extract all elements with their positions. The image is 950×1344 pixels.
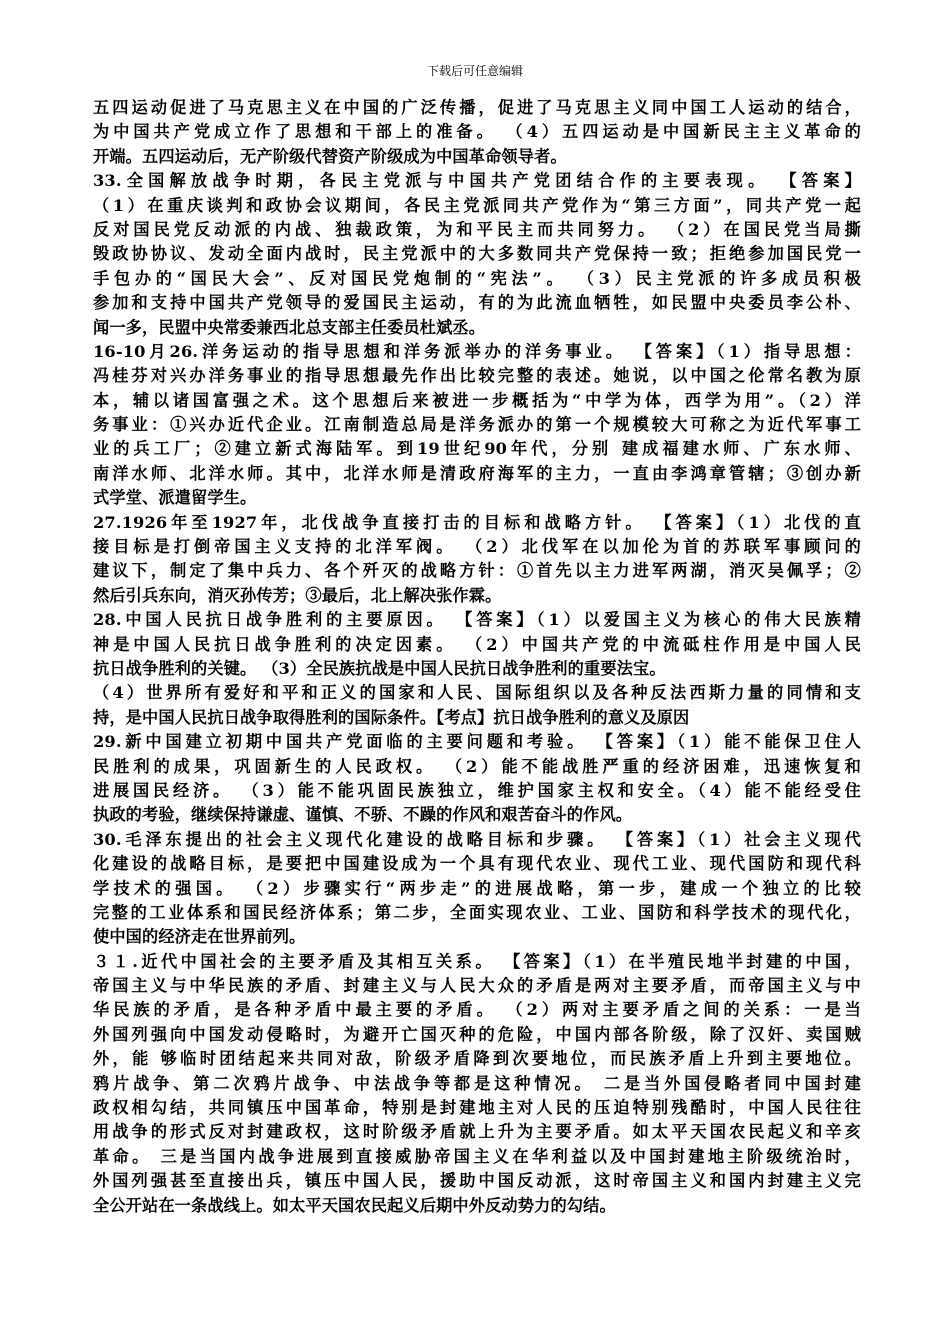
body-line: 进展国民经济。 （3）能不能巩固民族独立，维护国家主权和安全。（4）能不能经受住 — [93, 780, 861, 800]
body-line: 冯桂芬对兴办洋务事业的指导思想最先作出比较完整的表述。她说，以中国之伦常名教为原 — [93, 366, 861, 386]
body-line: 闻一多，民盟中央常委兼西北总支部主任委员杜斌丞。 — [93, 317, 486, 337]
page-header: 下载后可任意编辑 — [426, 64, 523, 78]
body-line: 外国列强向中国发动侵略时，为避开亡国灭种的危险，中国内部各阶级，除了汉奸、卖国贼 — [93, 1024, 861, 1044]
body-line: 全公开站在一条战线上。如太平天国农民起义后期中外反动势力的勾结。 — [93, 1195, 616, 1215]
body-line: 反对国民党反动派的内战、独裁政策，为和平民主而共同努力。 （2）在国民党当局撕 — [93, 219, 861, 239]
body-line: （1）在重庆谈判和政协会议期间，各民主党派同共产党作为“第三方面”，同共产党一起 — [93, 195, 861, 215]
body-line: 执政的考验，继续保持谦虚、谨慎、不骄、不躁的作风和艰苦奋斗的作风。 — [93, 805, 633, 825]
body-line: 外国列强甚至直接出兵，镇压中国人民，援助中国反动派，这时帝国主义和国内封建主义完 — [93, 1171, 861, 1191]
body-line: 29.新中国建立初期中国共产党面临的主要问题和考验。 【答案】（1）能不能保卫住人 — [93, 732, 861, 752]
body-line: 完整的工业体系和国民经济体系；第二步，全面实现农业、工业、国防和科学技术的现代化， — [93, 902, 861, 922]
body-line: 建议下，制定了集中兵力、各个歼灭的战略方针：①首先以主力进军两湖，消灭吴佩孚；② — [93, 561, 861, 581]
body-line: 33.全国解放战争时期，各民主党派与中国共产党团结合作的主要表现。 【答案】 — [93, 171, 861, 191]
body-line: 革命。 三是当国内战争进展到直接威胁帝国主义在华利益以及中国封建地主阶级统治时， — [93, 1146, 861, 1166]
body-line: 南洋水师、北洋水师。其中，北洋水师是清政府海军的主力，一直由李鸿章管辖；③创办新 — [93, 463, 861, 483]
body-line: 开端。五四运动后，无产阶级代替资产阶级成为中国革命领导者。 — [93, 146, 567, 166]
body-line: 27.1926年至1927年，北伐战争直接打击的目标和战略方针。 【答案】（1）北伐的直 — [93, 512, 861, 532]
body-line: ３１.近代中国社会的主要矛盾及其相互关系。 【答案】（1）在半殖民地半封建的中国， — [93, 951, 861, 971]
body-line: 外，能 够临时团结起来共同对敌，阶级矛盾降到次要地位，而民族矛盾上升到主要地位。 — [93, 1049, 861, 1069]
body-line: （4）世界所有爱好和平和正义的国家和人民、国际组织以及各种反法西斯力量的同情和支 — [93, 683, 861, 703]
body-line: 化建设的战略目标，是要把中国建设成为一个具有现代农业、现代工业、现代国防和现代科 — [93, 854, 861, 874]
body-line: 本，辅以诸国富强之术。这个思想后来被进一步概括为“中学为体，西学为用”。（2）洋 — [93, 390, 861, 410]
body-line: 鸦片战争、第二次鸦片战争、中法战争等都是这种情况。 二是当外国侵略者同中国封建 — [93, 1073, 861, 1093]
body-line: 28.中国人民抗日战争胜利的主要原因。 【答案】（1）以爱国主义为核心的伟大民族精 — [93, 610, 861, 630]
body-line: 务事业：①兴办近代企业。江南制造总局是洋务派办的第一个规模较大可称之为近代军事工 — [93, 415, 861, 435]
body-line: 式学堂、派遣留学生。 — [93, 488, 257, 508]
body-line: 16-10月26.洋务运动的指导思想和洋务派举办的洋务事业。 【答案】（1）指导思想： — [93, 341, 861, 361]
body-line: 神是中国人民抗日战争胜利的决定因素。 （2）中国共产党的中流砥柱作用是中国人民 — [93, 634, 861, 654]
document-body — [93, 96, 861, 1218]
body-line: 政权相勾结，共同镇压中国革命，特别是封建地主对人民的压迫特别残酷时，中国人民往往 — [93, 1098, 861, 1118]
body-line: 五四运动促进了马克思主义在中国的广泛传播，促进了马克思主义同中国工人运动的结合， — [93, 98, 861, 117]
body-line: 毁政协协议、发动全面内战时，民主党派中的大多数同共产党保持一致；拒绝参加国民党一 — [93, 244, 861, 264]
body-line: 业的兵工厂；②建立新式海陆军。到19世纪90年代，分别 建成福建水师、广东水师、 — [93, 439, 861, 459]
body-line: 用战争的形式反对封建政权，这时阶级矛盾就上升为主要矛盾。如太平天国农民起义和辛亥 — [93, 1122, 861, 1142]
body-line: 然后引兵东向，消灭孙传芳；③最后，北上解决张作霖。 — [93, 585, 502, 605]
body-line: 接目标是打倒帝国主义支持的北洋军阀。 （2）北伐军在以加伦为首的苏联军事顾问的 — [93, 537, 861, 557]
body-line: 手包办的“国民大会”、反对国民党炮制的“宪法”。 （3）民主党派的许多成员积极 — [93, 268, 861, 288]
body-line: 参加和支持中国共产党领导的爱国民主运动，有的为此流血牺牲，如民盟中央委员李公朴、 — [93, 293, 861, 313]
body-line: 为中国共产党成立作了思想和干部上的准备。 （4）五四运动是中国新民主主义革命的 — [93, 122, 861, 142]
body-line: 帝国主义与中华民族的矛盾、封建主义与人民大众的矛盾是两对主要矛盾，而帝国主义与中 — [93, 976, 861, 996]
body-line: 华民族的矛盾，是各种矛盾中最主要的矛盾。 （2）两对主要矛盾之间的关系：一是当 — [93, 1000, 861, 1020]
body-line: 学技术的强国。 （2）步骤实行“两步走”的进展战略，第一步，建成一个独立的比较 — [93, 878, 861, 898]
body-line: 抗日战争胜利的关键。 （3）全民族抗战是中国人民抗日战争胜利的重要法宝。 — [93, 658, 666, 678]
body-line: 民胜利的成果，巩固新生的人民政权。 （2）能不能战胜严重的经济困难，迅速恢复和 — [93, 756, 861, 776]
body-line: 30.毛泽东提出的社会主义现代化建设的战略目标和步骤。 【答案】（1）社会主义现代 — [93, 829, 861, 849]
body-line: 使中国的经济走在世界前列。 — [93, 927, 306, 947]
body-line: 持，是中国人民抗日战争取得胜利的国际条件。【考点】抗日战争胜利的意义及原因 — [93, 707, 690, 727]
